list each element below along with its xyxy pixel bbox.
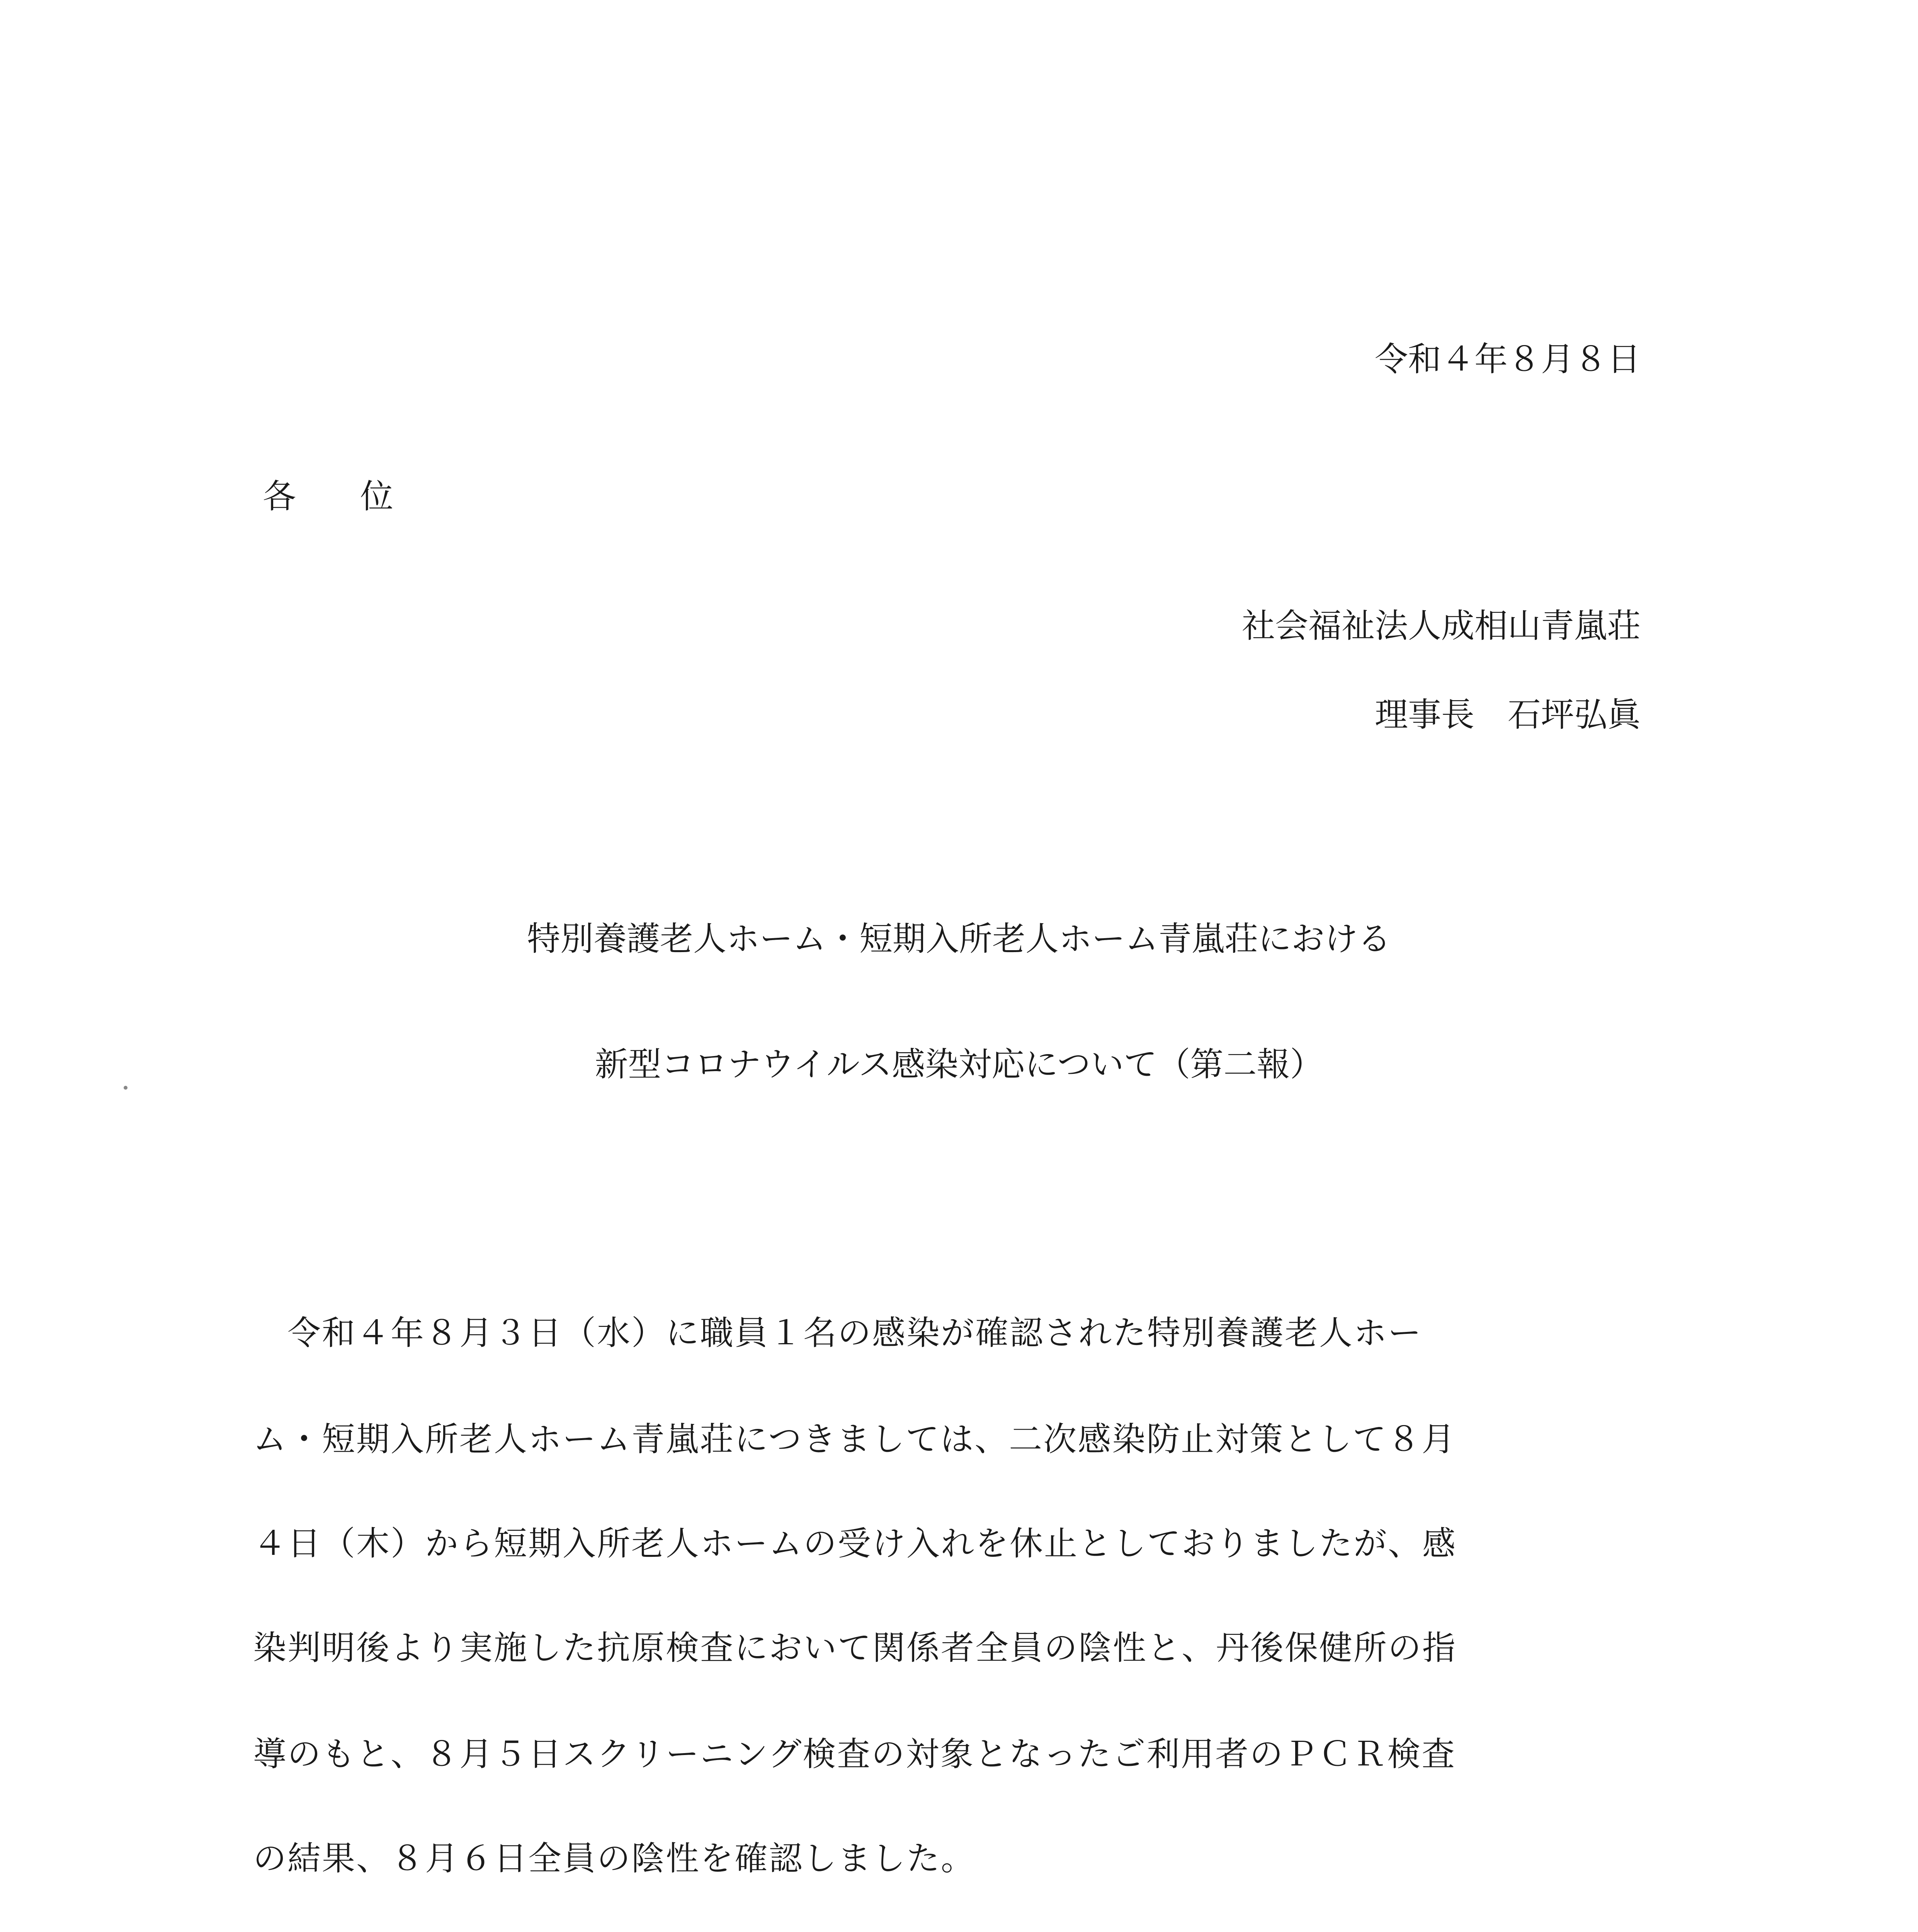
body-line: 導のもと、８月５日スクリーニング検査の対象となったご利用者のＰＣＲ検査 bbox=[253, 1735, 1456, 1774]
body-line: ４日（木）から短期入所老人ホームの受け入れを休止としておりましたが、感 bbox=[253, 1524, 1457, 1563]
sender-name: 理事長 石坪弘眞 bbox=[1375, 696, 1641, 734]
title-line-2: 新型コロナウイルス感染対応について（第二報） bbox=[595, 1045, 1323, 1084]
body-line: ム・短期入所老人ホーム青嵐荘につきましては、二次感染防止対策として８月 bbox=[253, 1420, 1456, 1459]
body-line: の結果、８月６日全員の陰性を確認しました。 bbox=[253, 1839, 975, 1878]
body-line: 令和４年８月３日（水）に職員１名の感染が確認された特別養護老人ホー bbox=[253, 1314, 1422, 1352]
document-date: 令和４年８月８日 bbox=[1375, 340, 1641, 379]
body-line: 染判明後より実施した抗原検査において関係者全員の陰性と、丹後保健所の指 bbox=[253, 1629, 1457, 1667]
title-line-1: 特別養護老人ホーム・短期入所老人ホーム青嵐荘における bbox=[527, 920, 1391, 958]
addressee: 各 位 bbox=[263, 477, 409, 516]
scan-speck bbox=[124, 1086, 128, 1090]
sender-organization: 社会福祉法人成相山青嵐荘 bbox=[1242, 607, 1641, 645]
